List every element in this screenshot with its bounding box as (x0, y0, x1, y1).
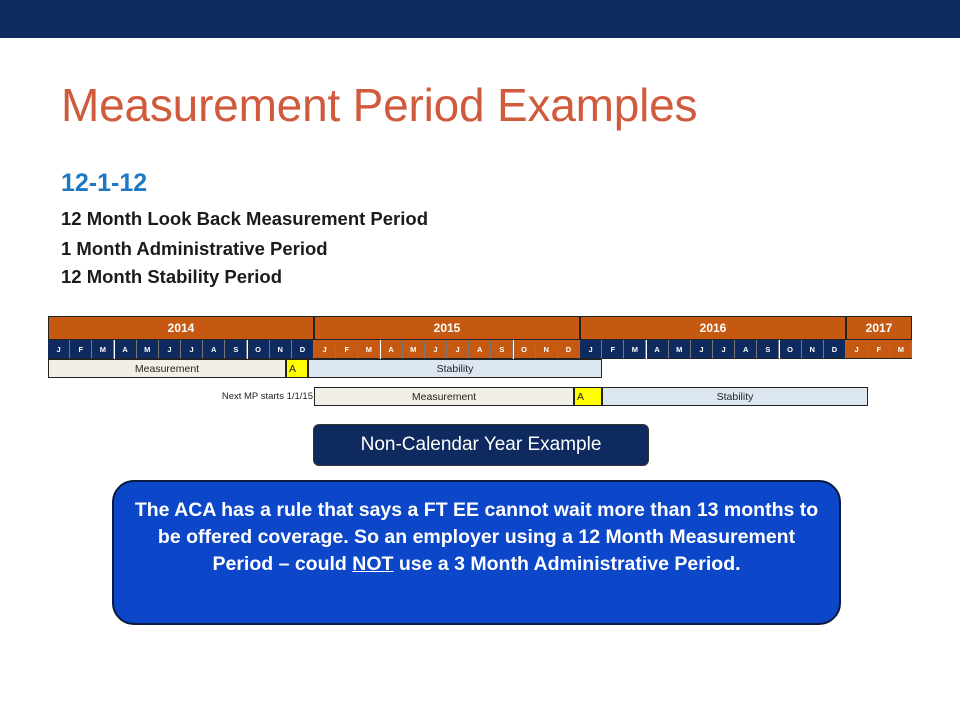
admin-segment: A (574, 387, 602, 406)
non-calendar-label: Non-Calendar Year Example (313, 424, 649, 466)
note-text: The ACA has a rule that says a FT EE cannot wait more than 13 months to be offered coverage. So an employer using a 12 Month Measurement Period – could (134, 499, 819, 575)
measurement-segment: Measurement (48, 359, 286, 378)
month-cell: D (824, 340, 846, 359)
month-cell: N (802, 340, 824, 359)
month-cell: M (92, 340, 114, 359)
month-cell: J (159, 340, 181, 359)
note-text-end: use a 3 Month Administrative Period. (393, 553, 741, 575)
slide-title: Measurement Period Examples (61, 79, 698, 131)
stability-segment: Stability (308, 359, 602, 378)
month-cell: A (735, 340, 757, 359)
month-cell: J (48, 340, 70, 359)
measurement-period-line: 12 Month Look Back Measurement Period (61, 208, 429, 229)
month-cell: A (115, 340, 137, 359)
month-cell: J (314, 340, 336, 359)
month-cell: F (70, 340, 92, 359)
month-cell: D (558, 340, 580, 359)
month-cell: F (336, 340, 358, 359)
month-cell: J (425, 340, 447, 359)
month-cell: M (669, 340, 691, 359)
measurement-segment: Measurement (314, 387, 574, 406)
month-cell: M (358, 340, 380, 359)
note-emphasis: NOT (352, 553, 394, 575)
month-cell: A (203, 340, 225, 359)
stability-segment: Stability (602, 387, 868, 406)
month-cell: J (181, 340, 203, 359)
year-header: 2014 (48, 316, 314, 340)
month-cell: A (469, 340, 491, 359)
month-cell: M (403, 340, 425, 359)
subtitle: 12-1-12 (61, 169, 148, 197)
month-cell: J (846, 340, 868, 359)
admin-segment: A (286, 359, 308, 378)
month-cell: M (137, 340, 159, 359)
month-cell: J (713, 340, 735, 359)
month-cell: N (270, 340, 292, 359)
month-cell: O (514, 340, 536, 359)
month-cell: A (647, 340, 669, 359)
month-cell: M (890, 340, 912, 359)
month-cell: M (624, 340, 646, 359)
month-cell: D (292, 340, 314, 359)
year-header: 2015 (314, 316, 580, 340)
timeline-table (48, 316, 912, 406)
month-cell: S (491, 340, 513, 359)
month-cell: A (381, 340, 403, 359)
month-cell: O (248, 340, 270, 359)
month-cell: J (447, 340, 469, 359)
aca-rule-callout (112, 480, 841, 625)
month-cell: F (868, 340, 890, 359)
month-cell: O (780, 340, 802, 359)
month-cell: F (602, 340, 624, 359)
month-cell: J (691, 340, 713, 359)
top-bar (0, 0, 960, 38)
year-header: 2017 (846, 316, 912, 340)
stability-period-line: 12 Month Stability Period (61, 266, 282, 287)
month-cell: N (536, 340, 558, 359)
year-header: 2016 (580, 316, 846, 340)
month-cell: S (225, 340, 247, 359)
month-cell: J (580, 340, 602, 359)
month-cell: S (757, 340, 779, 359)
administrative-period-line: 1 Month Administrative Period (61, 238, 328, 259)
next-mp-note: Next MP starts 1/1/15 (221, 391, 313, 402)
